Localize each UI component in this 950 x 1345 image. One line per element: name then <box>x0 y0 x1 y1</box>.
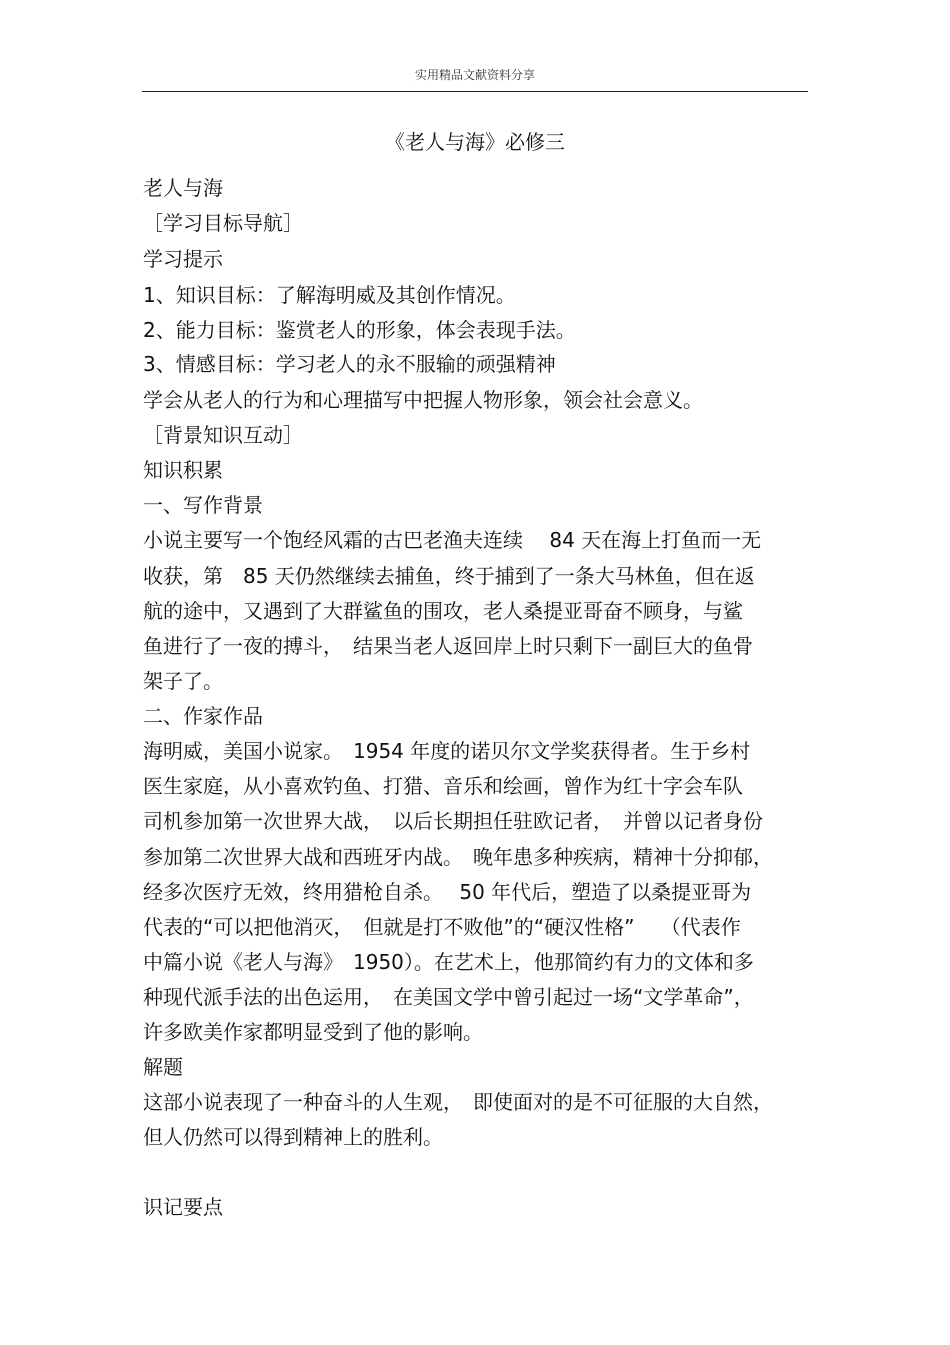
body-line: 司机参加第一次世界大战， 以后长期担任驻欧记者， 并曾以记者身份 <box>143 809 763 833</box>
body-line: 识记要点 <box>143 1195 223 1219</box>
body-line: 鱼进行了一夜的搏斗， 结果当老人返回岸上时只剩下一副巨大的鱼骨 <box>143 634 753 658</box>
body-line: 架子了。 <box>143 669 223 693</box>
body-line: 解题 <box>143 1055 183 1079</box>
body-line: 收获，第 85 天仍然继续去捕鱼，终于捕到了一条大马林鱼，但在返 <box>143 564 755 588</box>
body-line: 二、作家作品 <box>143 704 263 728</box>
body-line: 2、能力目标：鉴赏老人的形象，体会表现手法。 <box>143 318 576 342</box>
body-line: 代表的“可以把他消灭， 但就是打不败他”的“硬汉性格” （代表作 <box>143 915 741 939</box>
body-line: 海明威，美国小说家。 1954 年度的诺贝尔文学奖获得者。生于乡村 <box>143 739 751 763</box>
header-divider <box>142 91 808 92</box>
document-title: 《老人与海》必修三 <box>385 130 565 154</box>
body-line: ［背景知识互动］ <box>143 423 303 447</box>
body-line: 这部小说表现了一种奋斗的人生观， 即使面对的是不可征服的大自然， <box>143 1090 773 1114</box>
body-line: 知识积累 <box>143 458 223 482</box>
body-line: 但人仍然可以得到精神上的胜利。 <box>143 1125 443 1149</box>
body-line: 3、情感目标：学习老人的永不服输的顽强精神 <box>143 352 556 376</box>
body-line: 航的途中，又遇到了大群鲨鱼的围攻，老人桑提亚哥奋不顾身，与鲨 <box>143 599 743 623</box>
body-line: 学习提示 <box>143 247 223 271</box>
body-line: 中篇小说《老人与海》 1950）。在艺术上，他那简约有力的文体和多 <box>143 950 754 974</box>
body-line: 1、知识目标：了解海明威及其创作情况。 <box>143 283 516 307</box>
body-line: 学会从老人的行为和心理描写中把握人物形象，领会社会意义。 <box>143 388 703 412</box>
body-line: 经多次医疗无效，终用猎枪自杀。 50 年代后，塑造了以桑提亚哥为 <box>143 880 752 904</box>
body-line: 许多欧美作家都明显受到了他的影响。 <box>143 1020 483 1044</box>
body-line: 种现代派手法的出色运用， 在美国文学中曾引起过一场“文学革命”， <box>143 985 754 1009</box>
body-line: 一、写作背景 <box>143 493 263 517</box>
body-line: 老人与海 <box>143 176 223 200</box>
body-line: 医生家庭，从小喜欢钓鱼、打猎、音乐和绘画，曾作为红十字会车队 <box>143 774 743 798</box>
body-line: 小说主要写一个饱经风霜的古巴老渔夫连续 84 天在海上打鱼而一无 <box>143 528 762 552</box>
running-header: 实用精品文献资料分享 <box>414 68 535 82</box>
body-line: 参加第二次世界大战和西班牙内战。 晚年患多种疾病，精神十分抑郁， <box>143 845 773 869</box>
body-line: ［学习目标导航］ <box>143 211 303 235</box>
